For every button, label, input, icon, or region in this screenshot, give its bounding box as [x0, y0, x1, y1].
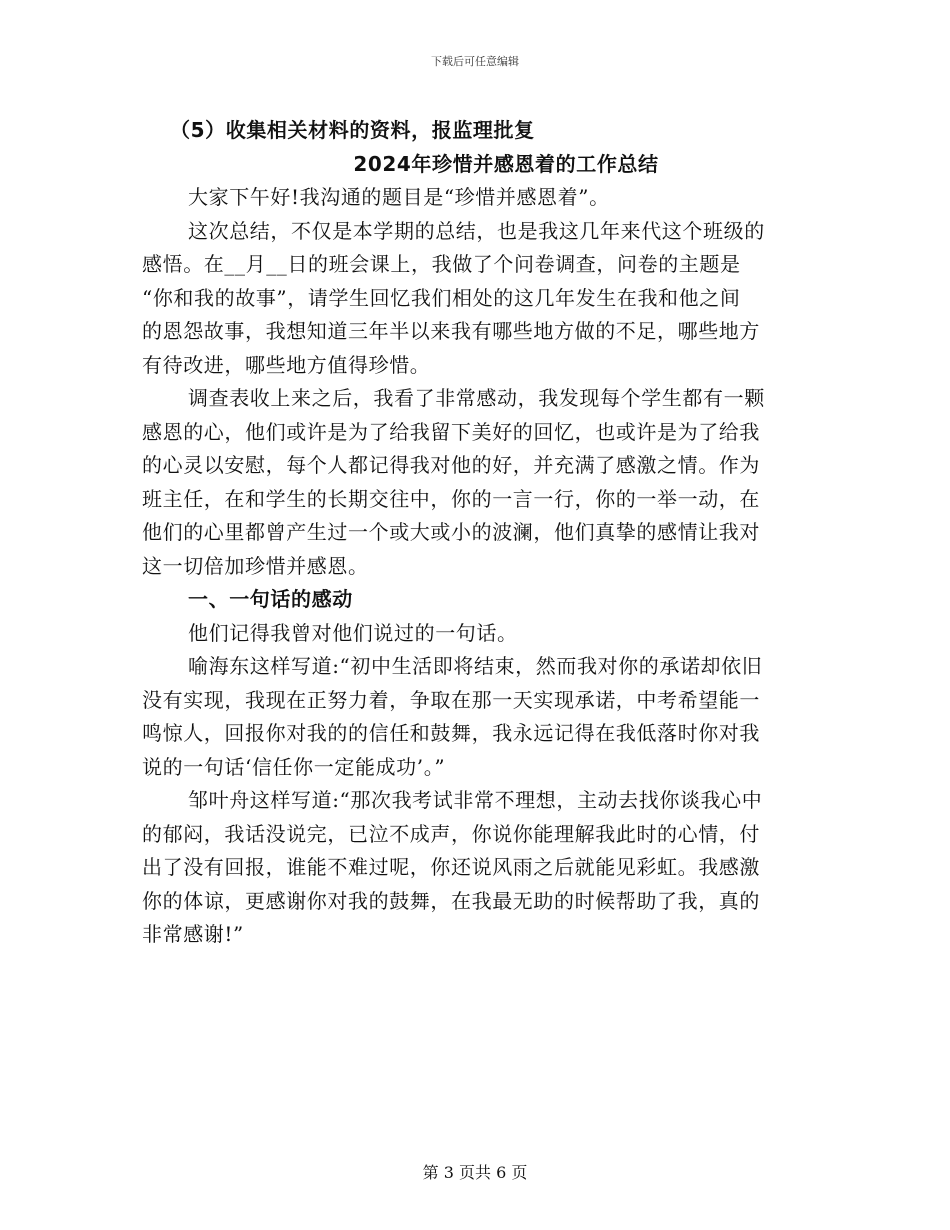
text-line: 感恩的心，他们或许是为了给我留下美好的回忆，也或许是为了给我 — [142, 419, 760, 444]
text-line: 有待改进，哪些地方值得珍惜。 — [142, 352, 431, 377]
text-line: 没有实现，我现在正努力着，争取在那一天实现承诺，中考希望能一 — [142, 687, 760, 712]
text-line: 2024年珍惜并感恩着的工作总结 — [353, 151, 659, 176]
text-line: 的郁闷，我话没说完，已泣不成声，你说你能理解我此时的心情，付 — [142, 821, 760, 846]
text-line: 这一切倍加珍惜并感恩。 — [142, 553, 369, 578]
text-line: “你和我的故事”，请学生回忆我们相处的这几年发生在我和他之间 — [142, 285, 741, 310]
text-line: 大家下午好!我沟通的题目是“珍惜并感恩着”。 — [188, 185, 610, 209]
text-line: 说的一句话‘信任你一定能成功’。” — [142, 754, 446, 779]
document-body — [142, 114, 810, 952]
page-header: 下载后可任意编辑 — [431, 55, 519, 68]
text-line: 这次总结，不仅是本学期的总结，也是我这几年来代这个班级的 — [188, 218, 765, 243]
text-line: 的恩怨故事，我想知道三年半以来我有哪些地方做的不足，哪些地方 — [142, 319, 760, 343]
text-line: 邹叶舟这样写道:“那次我考试非常不理想，主动去找你谈我心中 — [188, 788, 763, 812]
page-footer: 第 3 页共 6 页 — [422, 1163, 528, 1182]
section-heading: 一、一句话的感动 — [188, 587, 353, 611]
text-line: 鸣惊人，回报你对我的的信任和鼓舞，我永远记得在我低落时你对我 — [142, 721, 760, 745]
text-line: 感悟。在__月__日的班会课上，我做了个问卷调查，问卷的主题是 — [142, 252, 741, 276]
text-line: 调查表收上来之后，我看了非常感动，我发现每个学生都有一颗 — [188, 386, 765, 410]
text-line: 你的体谅，更感谢你对我的鼓舞，在我最无助的时候帮助了我，真的 — [142, 888, 760, 913]
text-line: 他们的心里都曾产生过一个或大或小的波澜，他们真挚的感情让我对 — [142, 520, 760, 544]
text-line: 他们记得我曾对他们说过的一句话。 — [188, 620, 518, 645]
text-line: 出了没有回报，谁能不难过呢，你还说风雨之后就能见彩虹。我感激 — [142, 855, 760, 879]
text-line: （5）收集相关材料的资料，报监理批复 — [170, 118, 535, 142]
text-line: 的心灵以安慰，每个人都记得我对他的好，并充满了感激之情。作为 — [142, 453, 760, 477]
text-line: 非常感谢!” — [142, 922, 244, 946]
text-line: 班主任，在和学生的长期交往中，你的一言一行，你的一举一动，在 — [142, 486, 760, 511]
text-line: 喻海东这样写道:“初中生活即将结束，然而我对你的承诺却依旧 — [188, 654, 763, 678]
